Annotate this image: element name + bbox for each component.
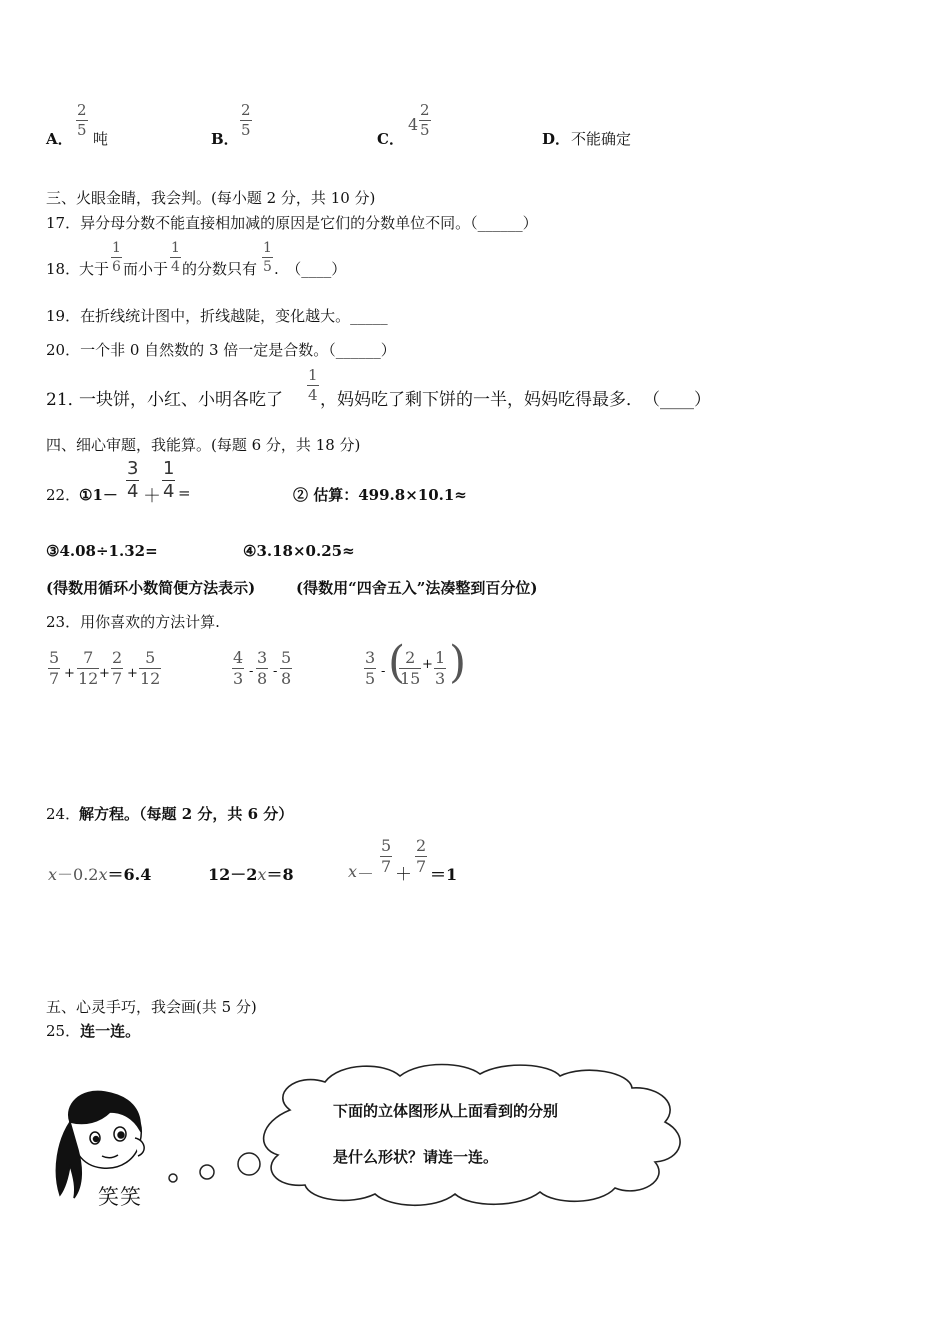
thought-dot-large	[238, 1153, 260, 1175]
question-number: 20．	[46, 341, 81, 359]
fraction: 7 12	[78, 648, 99, 688]
question-18-text-4: . （____）	[274, 260, 347, 278]
question-18-text-1: 大于	[79, 260, 110, 278]
section-3-heading: 三、火眼金睛，我会判。(每小题 2 分，共 10 分)	[46, 189, 376, 207]
question-18-text-2: 而小于	[123, 260, 169, 278]
left-paren: (	[388, 637, 406, 688]
option-d-text: 不能确定	[571, 130, 632, 148]
option-a-label: A．	[46, 130, 73, 148]
fraction-one-fourth: 1 4	[171, 240, 180, 275]
fraction-one-fourth: 1 4	[308, 366, 318, 404]
fraction: 3 8	[257, 648, 268, 688]
equation-1: x－0.2x＝6.4	[48, 865, 152, 884]
question-22-part-2: ② 估算：499.8×10.1≈	[293, 486, 467, 504]
question-19	[46, 305, 388, 326]
question-21-text-1: 一块饼，小红、小明各吃了	[79, 390, 283, 410]
plus-sign: ＋	[395, 865, 412, 885]
question-22-part-1-prefix: ①1－	[79, 486, 118, 504]
question-22-part-4: ④3.18×0.25≈	[243, 542, 355, 560]
minus-sign: -	[381, 664, 386, 679]
fraction-one-fifth: 1 5	[263, 240, 272, 275]
option-c-label: C．	[377, 130, 404, 148]
fraction: 5 8	[281, 648, 292, 688]
plus-sign: +	[422, 657, 433, 672]
option-a-fraction: 2 5	[77, 101, 87, 139]
minus-sign: -	[249, 664, 254, 679]
equals-one: ＝1	[430, 865, 458, 884]
question-24-text: 解方程。（每题 2 分，共 6 分）	[79, 805, 294, 823]
question-text: 在折线统计图中，折线越陡，变化越大。_____	[80, 307, 388, 325]
plus-sign: ＋	[143, 486, 161, 507]
fraction: 3 5	[365, 648, 376, 688]
option-c-whole: 4	[408, 115, 419, 134]
question-20	[46, 339, 396, 360]
question-text: 异分母分数不能直接相加减的原因是它们的分数单位不同。（______）	[80, 214, 538, 232]
equals-sign: =	[178, 484, 191, 502]
fraction: 4 3	[233, 648, 244, 688]
section-4-heading: 四、细心审题，我能算。(每题 6 分，共 18 分)	[46, 436, 361, 454]
question-21-text-2: ，妈妈吃了剩下饼的一半，妈妈吃得最多． （____）	[320, 390, 711, 410]
question-22-part-3: ③4.08÷1.32=	[46, 542, 158, 560]
question-21-number: 21．	[46, 390, 85, 410]
fraction: 2 15	[400, 648, 421, 688]
fraction-one-sixth: 1 6	[112, 240, 121, 275]
plus-sign: +	[99, 666, 110, 681]
option-a-unit: 吨	[93, 130, 109, 148]
option-b-label: B．	[211, 130, 239, 148]
option-c-fraction: 2 5	[420, 101, 430, 139]
minus-sign: －	[357, 865, 374, 885]
fraction: 5 7	[49, 648, 60, 688]
bubble-text-line-1: 下面的立体图形从上面看到的分别	[333, 1102, 559, 1120]
question-24-number: 24．	[46, 805, 81, 823]
bubble-text-line-2: 是什么形状？请连一连。	[333, 1148, 499, 1166]
question-17	[46, 212, 538, 233]
thought-dot-medium	[200, 1165, 214, 1179]
question-23	[46, 611, 220, 632]
option-b-fraction: 2 5	[241, 101, 251, 139]
question-22-note-2: (得数用“四舍五入”法凑整到百分位)	[296, 579, 538, 597]
question-text: 用你喜欢的方法计算.	[80, 613, 220, 631]
fraction-one-fourth: 1 4	[163, 458, 175, 502]
fraction: 2 7	[112, 648, 123, 688]
question-number: 19．	[46, 307, 81, 325]
plus-sign: +	[127, 666, 138, 681]
thought-bubble	[264, 1065, 680, 1206]
fraction: 5 12	[140, 648, 161, 688]
section-5-heading: 五、心灵手巧，我会画(共 5 分)	[46, 998, 257, 1016]
question-18-text-3: 的分数只有	[182, 260, 258, 278]
character-name: 笑笑	[98, 1185, 142, 1209]
fraction: 1 3	[435, 648, 446, 688]
question-text: 一个非 0 自然数的 3 倍一定是合数。（______）	[80, 341, 396, 359]
question-number: 17．	[46, 214, 81, 232]
option-d-label: D．	[542, 130, 571, 148]
question-18-number: 18．	[46, 260, 81, 278]
question-22-number: 22．	[46, 486, 81, 504]
right-paren: )	[449, 637, 467, 688]
fraction-five-sevenths: 5 7	[381, 836, 392, 876]
plus-sign: +	[64, 666, 75, 681]
equation-2: 12－2x＝8	[208, 865, 294, 884]
variable-x: x	[348, 862, 358, 881]
question-25	[46, 1020, 140, 1041]
fraction-two-sevenths: 2 7	[416, 836, 427, 876]
question-22-note-1: (得数用循环小数简便方法表示)	[46, 579, 256, 597]
question-number: 25．	[46, 1022, 81, 1040]
question-number: 23．	[46, 613, 81, 631]
fraction-three-fourths: 3 4	[127, 458, 139, 502]
thought-dot-small	[169, 1174, 177, 1182]
minus-sign: -	[273, 664, 278, 679]
question-text: 连一连。	[80, 1022, 141, 1040]
